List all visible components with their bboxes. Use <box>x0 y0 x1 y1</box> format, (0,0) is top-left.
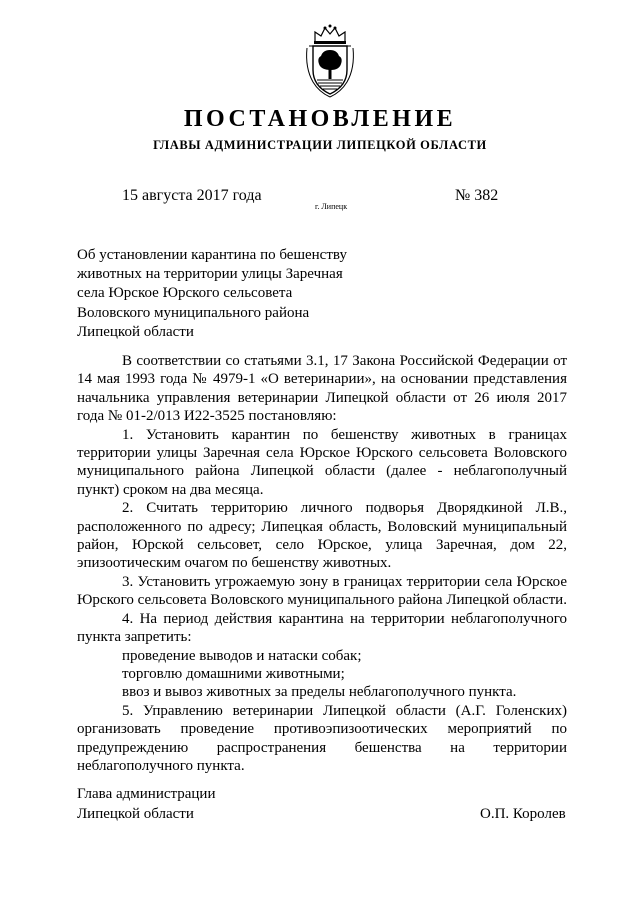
body-paragraph: В соответствии со статьями 3.1, 17 Закона Российской Федерации от 14 мая 1993 года № 4979-1 «О ветеринарии», на основании представления начальника управления ветеринарии Липецкой области от 26 июля 2017 года № 01-2/013 И22-3525 постановляю: <box>77 353 567 425</box>
subject-line: Воловского муниципального района <box>77 304 310 321</box>
body-paragraph: торговлю домашними животными; <box>122 665 345 682</box>
body-paragraph: 3. Установить угрожаемую зону в границах территории села Юрское Юрского сельсовета Воловского муниципального района Липецкой области. <box>77 573 567 609</box>
subject-line: животных на территории улицы Заречная <box>77 266 343 283</box>
body-paragraph: 1. Установить карантин по бешенству животных в границах территории улицы Заречная села Юрское Юрского сельсовета Воловского муниципального района Липецкой области (далее - неблагополучный пункт) сроком на два месяца. <box>77 426 567 498</box>
document-city: г. Липецк <box>315 202 348 211</box>
document-number: № 382 <box>455 187 499 204</box>
signature-name: О.П. Королев <box>480 806 566 822</box>
body-paragraph: проведение выводов и натаски собак; <box>122 647 362 664</box>
signature-position-line: Глава администрации <box>77 786 216 802</box>
coat-of-arms-icon <box>299 24 361 98</box>
document-subtitle: ГЛАВЫ АДМИНИСТРАЦИИ ЛИПЕЦКОЙ ОБЛАСТИ <box>153 138 487 152</box>
document-title: ПОСТАНОВЛЕНИЕ <box>183 106 457 132</box>
document-date: 15 августа 2017 года <box>122 187 262 204</box>
subject-line: села Юрское Юрского сельсовета <box>77 285 293 302</box>
body-paragraph: 4. На период действия карантина на территории неблагополучного пункта запретить: <box>77 610 567 646</box>
body-paragraph: ввоз и вывоз животных за пределы неблагополучного пункта. <box>122 684 517 701</box>
signature-position-line: Липецкой области <box>77 806 194 822</box>
body-paragraph: 5. Управлению ветеринарии Липецкой области (А.Г. Голенских) организовать проведение противоэпизоотических мероприятий по предупреждению распространения бешенства на территории неблагополучного пункта. <box>77 702 567 774</box>
subject-line: Об установлении карантина по бешенству <box>77 247 347 263</box>
subject-line: Липецкой области <box>77 323 194 340</box>
document-subject <box>77 246 407 342</box>
document-body <box>77 352 567 775</box>
body-paragraph: 2. Считать территорию личного подворья Дворядкиной Л.В., расположенного по адресу; Липецкая область, Воловский муниципальный район, Юрской сельсовет, село Юрское, улица Заречная, дом 22, эпизоотическим очагом по бешенству животных. <box>77 500 567 572</box>
signature-position <box>77 784 215 824</box>
